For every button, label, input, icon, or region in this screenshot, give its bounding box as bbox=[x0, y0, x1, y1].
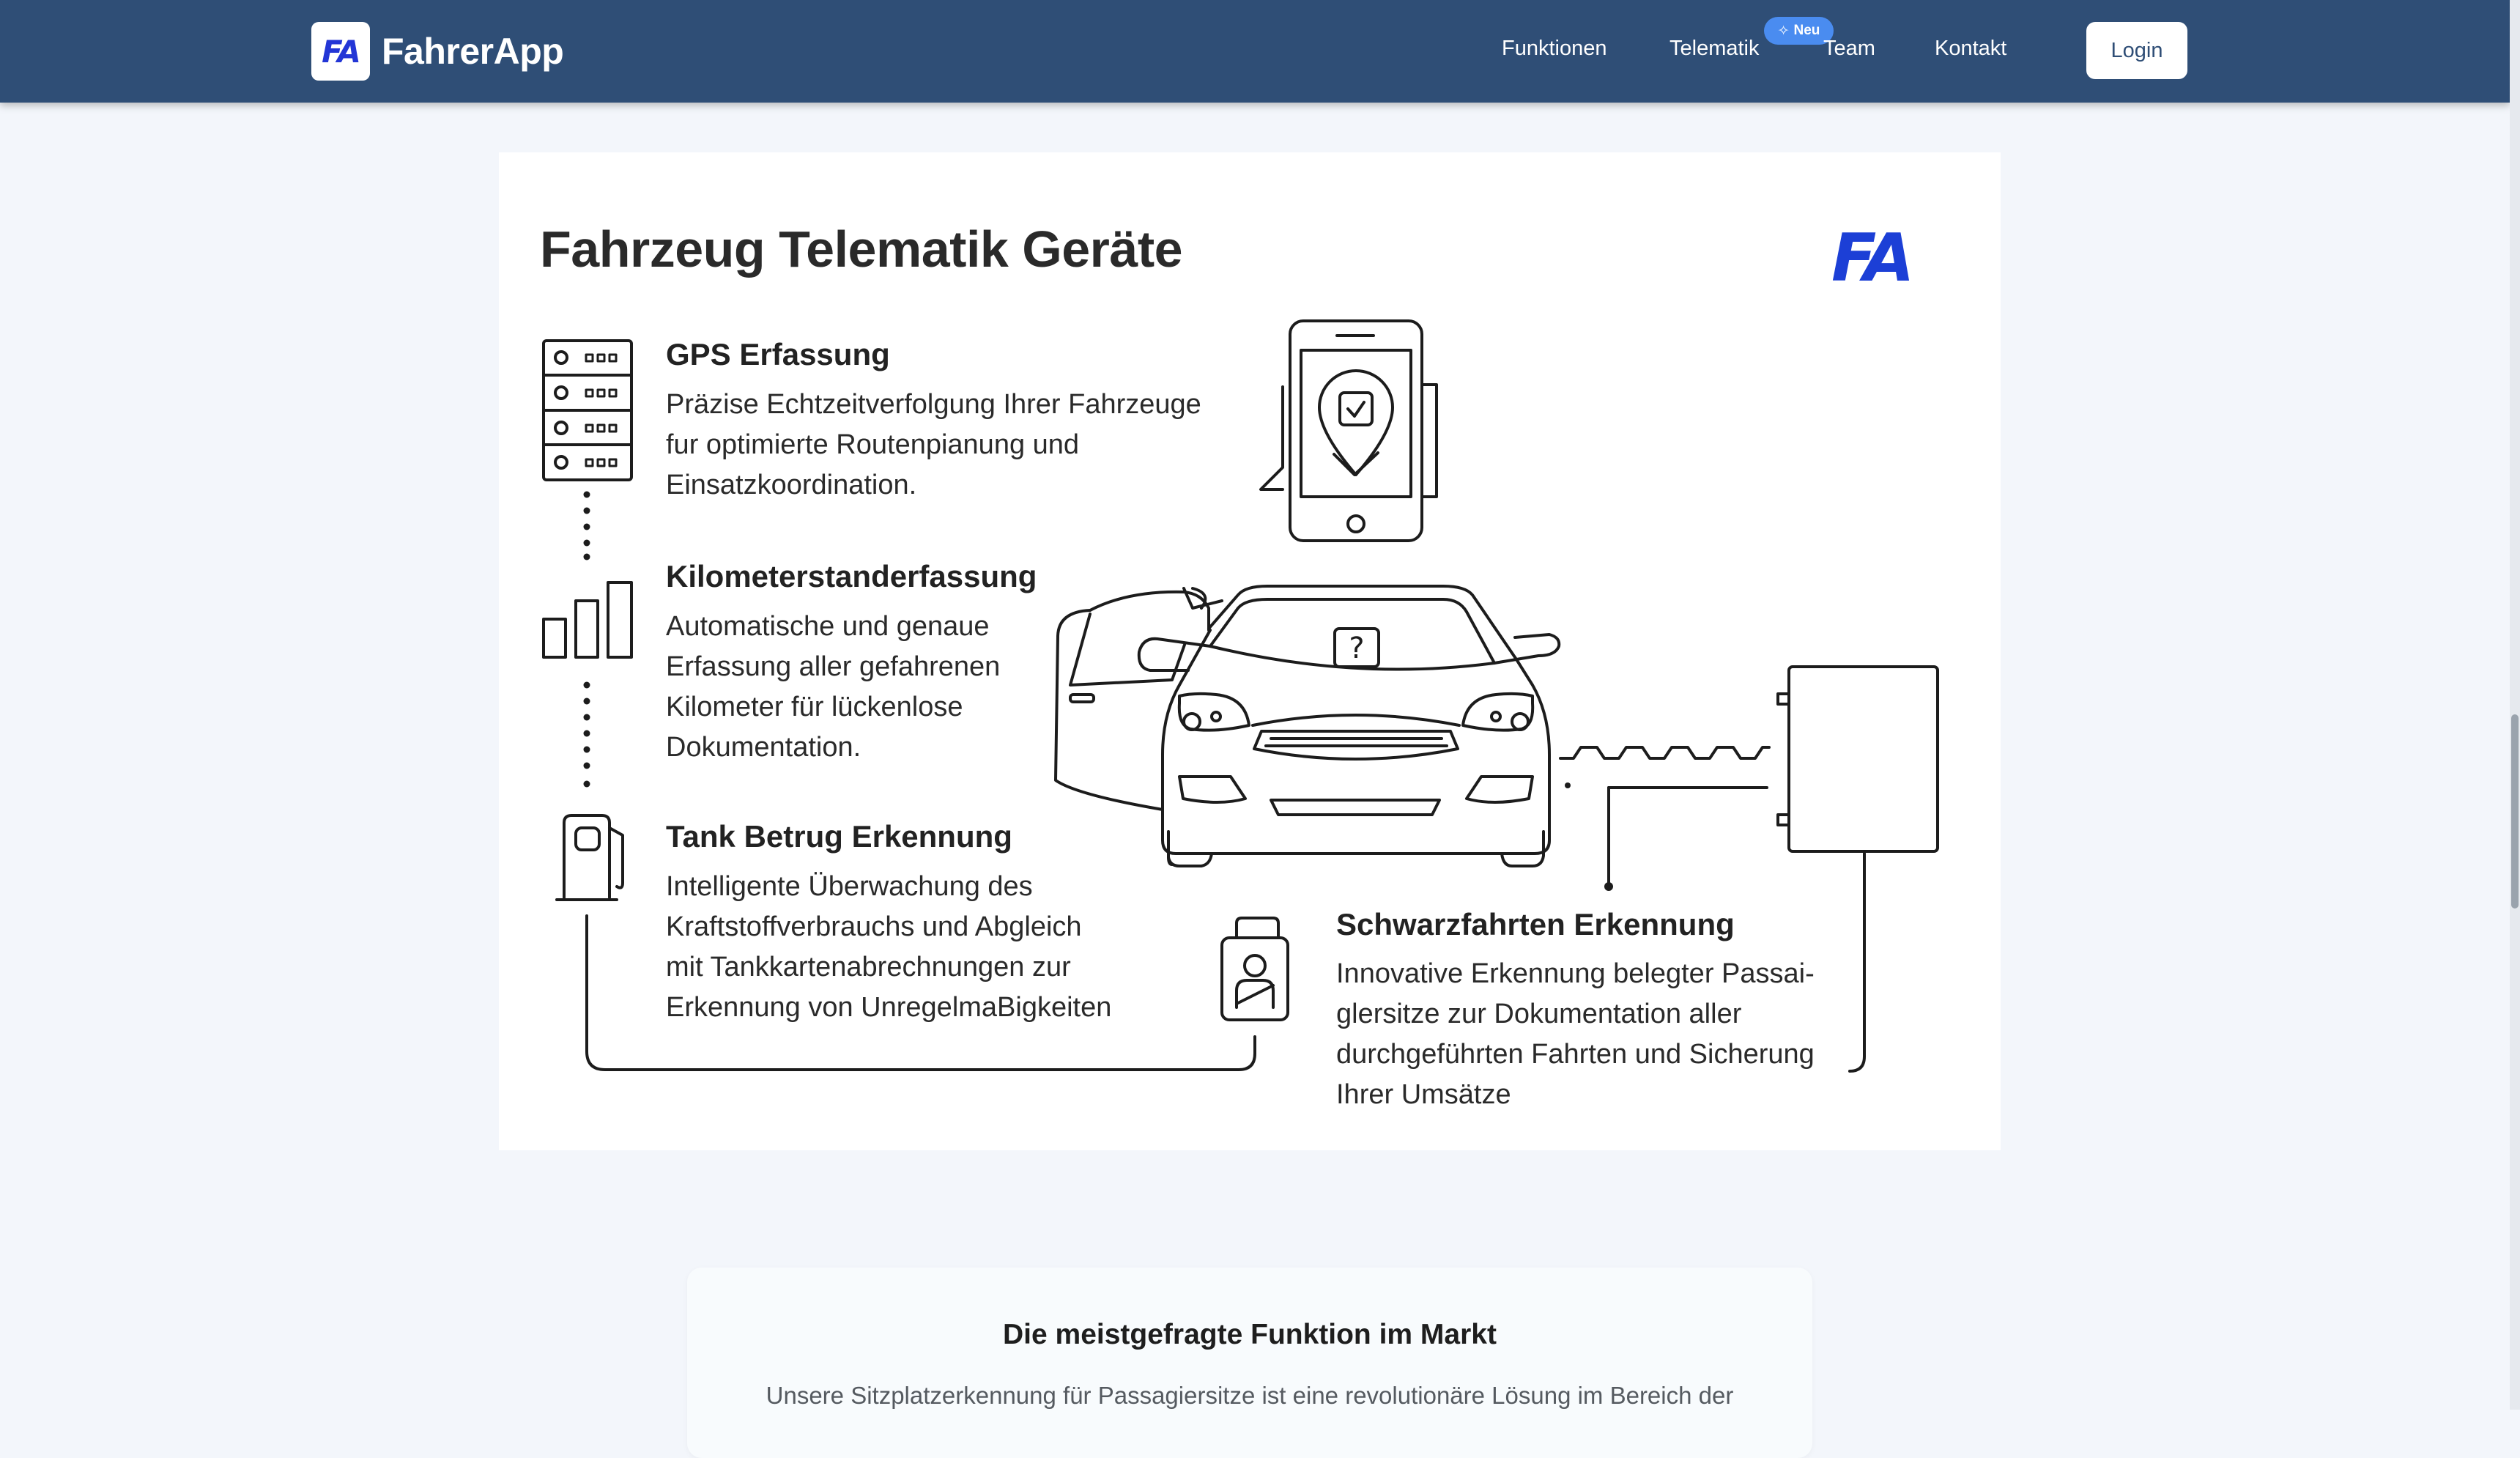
bar-chart-icon bbox=[544, 582, 631, 657]
feature-highlight-card bbox=[687, 1268, 1812, 1458]
section-title: Fahrzeug Telematik Geräte bbox=[540, 221, 1183, 278]
smartphone-icon bbox=[1261, 321, 1437, 541]
feature-title-kilometer: Kilometerstanderfassung bbox=[666, 559, 1037, 593]
badge-label: Neu bbox=[1793, 23, 1820, 38]
feature-text-gps: Präzise Echtzeitverfolgung Ihrer Fahrzeuge fur optimierte Routenpianung und Einsatzkoordination. bbox=[666, 389, 1201, 500]
server-icon bbox=[544, 341, 631, 480]
fa-logo: FA bbox=[1831, 220, 1911, 297]
nav-link-telematik[interactable]: Telematik bbox=[1670, 37, 1760, 60]
svg-text:?: ? bbox=[1349, 632, 1365, 665]
logo-mark: FA bbox=[311, 22, 370, 81]
connector-line bbox=[1850, 854, 1864, 1071]
dotted-connector bbox=[584, 492, 590, 788]
connector-dot bbox=[1565, 782, 1571, 788]
feature-title-schwarzfahrten: Schwarzfahrten Erkennung bbox=[1336, 907, 1735, 941]
feature-text-schwarzfahrten: Innovative Erkennung belegter Passai- glersitze zur Dokumentation aller durchgeführten Fahrten und Sicherung Ihrer Umsätze bbox=[1336, 958, 1815, 1110]
sparkle-icon: ✧ bbox=[1777, 23, 1790, 39]
login-button[interactable]: Login bbox=[2086, 22, 2187, 79]
seat-badge-icon bbox=[1222, 918, 1288, 1020]
telematik-box-icon bbox=[1778, 667, 1938, 851]
feature-title-gps: GPS Erfassung bbox=[666, 337, 890, 371]
card-text: Unsere Sitzplatzerkennung für Passagiersitze ist eine revolutionäre Lösung im Bereich der bbox=[766, 1382, 1734, 1409]
feature-text-tank: Intelligente Überwachung des Kraftstoffverbrauchs und Abgleich mit Tankkartenabrechnungen zur Erkennung von UnregelmaBigkeiten bbox=[666, 871, 1112, 1023]
car-illustration bbox=[1056, 586, 1559, 866]
feature-text-kilometer: Automatische und genaue Erfassung aller gefahrenen Kilometer für lückenlose Dokumentation. bbox=[666, 611, 1001, 763]
fuel-pump-icon bbox=[557, 815, 623, 900]
brand-name: FahrerApp bbox=[382, 31, 564, 72]
nav-link-funktionen[interactable]: Funktionen bbox=[1502, 37, 1607, 60]
signal-wave bbox=[1560, 747, 1769, 885]
nav-link-kontakt[interactable]: Kontakt bbox=[1935, 37, 2007, 60]
nav-link-team[interactable]: Team bbox=[1823, 37, 1875, 60]
connector-dot bbox=[1604, 882, 1613, 891]
card-title: Die meistgefragte Funktion im Markt bbox=[1003, 1319, 1497, 1350]
feature-title-tank: Tank Betrug Erkennung bbox=[666, 819, 1012, 854]
